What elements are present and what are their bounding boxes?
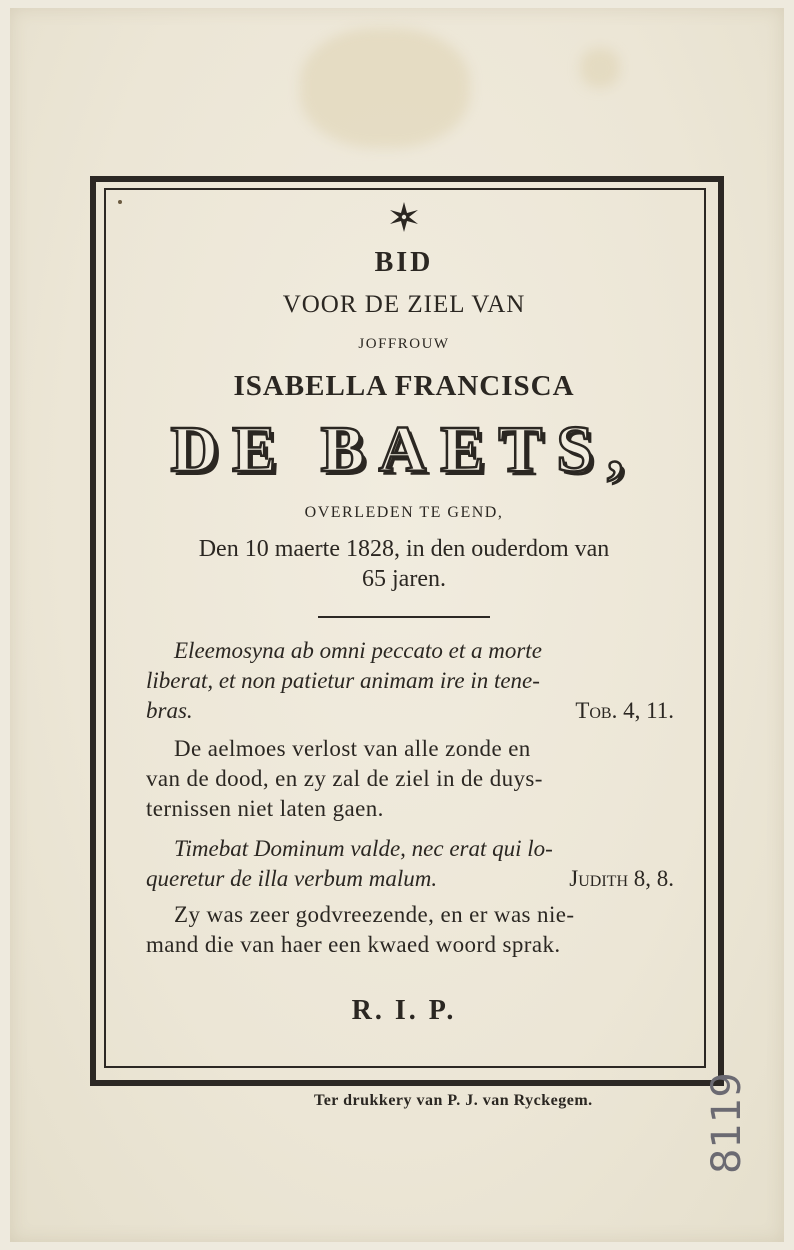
card-subheading: VOOR DE ZIEL VAN [282, 291, 526, 318]
scripture-reference: Tob. 4, 11. [575, 698, 674, 723]
quote-line: ternissen niet laten gaen. [146, 796, 384, 821]
card-text [110, 200, 698, 1028]
quote-line-with-reference [146, 864, 674, 894]
quote-line: van de dood, en zy zal de ziel in de duys- [146, 766, 543, 791]
death-date-line [110, 534, 698, 594]
scripture-reference: Judith 8, 8. [569, 866, 674, 891]
death-place: OVERLEDEN TE GEND, [304, 504, 504, 521]
quote-line: De aelmoes verlost van alle zonde en [174, 736, 531, 761]
quote-line: liberat, et non patietur animam ire in tene- [146, 668, 540, 693]
quote-line: Eleemosyna ab omni peccato et a morte [174, 638, 542, 663]
quote-line: Timebat Dominum valde, nec erat qui lo- [174, 836, 553, 861]
cross-pattee-icon [387, 200, 421, 234]
paper-stain [580, 48, 620, 88]
surname: DE BAETS, [170, 413, 638, 486]
printer-imprint: Ter drukkery van P. J. van Ryckegem. [314, 1092, 593, 1109]
title-of-address: JOFFROUW [358, 336, 450, 352]
paper-stain [300, 28, 470, 148]
quote-line: mand die van haer een kwaed woord sprak. [146, 932, 561, 957]
card-heading: BID [374, 247, 434, 278]
given-names: ISABELLA FRANCISCA [233, 370, 575, 402]
latin-quote-judith [110, 834, 698, 894]
inventory-number: 8119 [704, 1072, 750, 1174]
latin-quote-tobit [110, 636, 698, 726]
quote-line: queretur de illa verbum malum. [146, 866, 438, 891]
age-text: 65 jaren. [362, 566, 446, 592]
quote-line: bras. [146, 698, 193, 723]
quote-line-with-reference [146, 696, 674, 726]
dutch-quote-judith [110, 900, 698, 960]
closing-rip: R. I. P. [351, 995, 457, 1026]
divider-rule [318, 616, 490, 618]
death-date-text: Den 10 maerte 1828, in den ouderdom van [198, 536, 610, 562]
dutch-quote-tobit [110, 734, 698, 824]
quote-line: Zy was zeer godvreezende, en er was nie- [174, 902, 575, 927]
